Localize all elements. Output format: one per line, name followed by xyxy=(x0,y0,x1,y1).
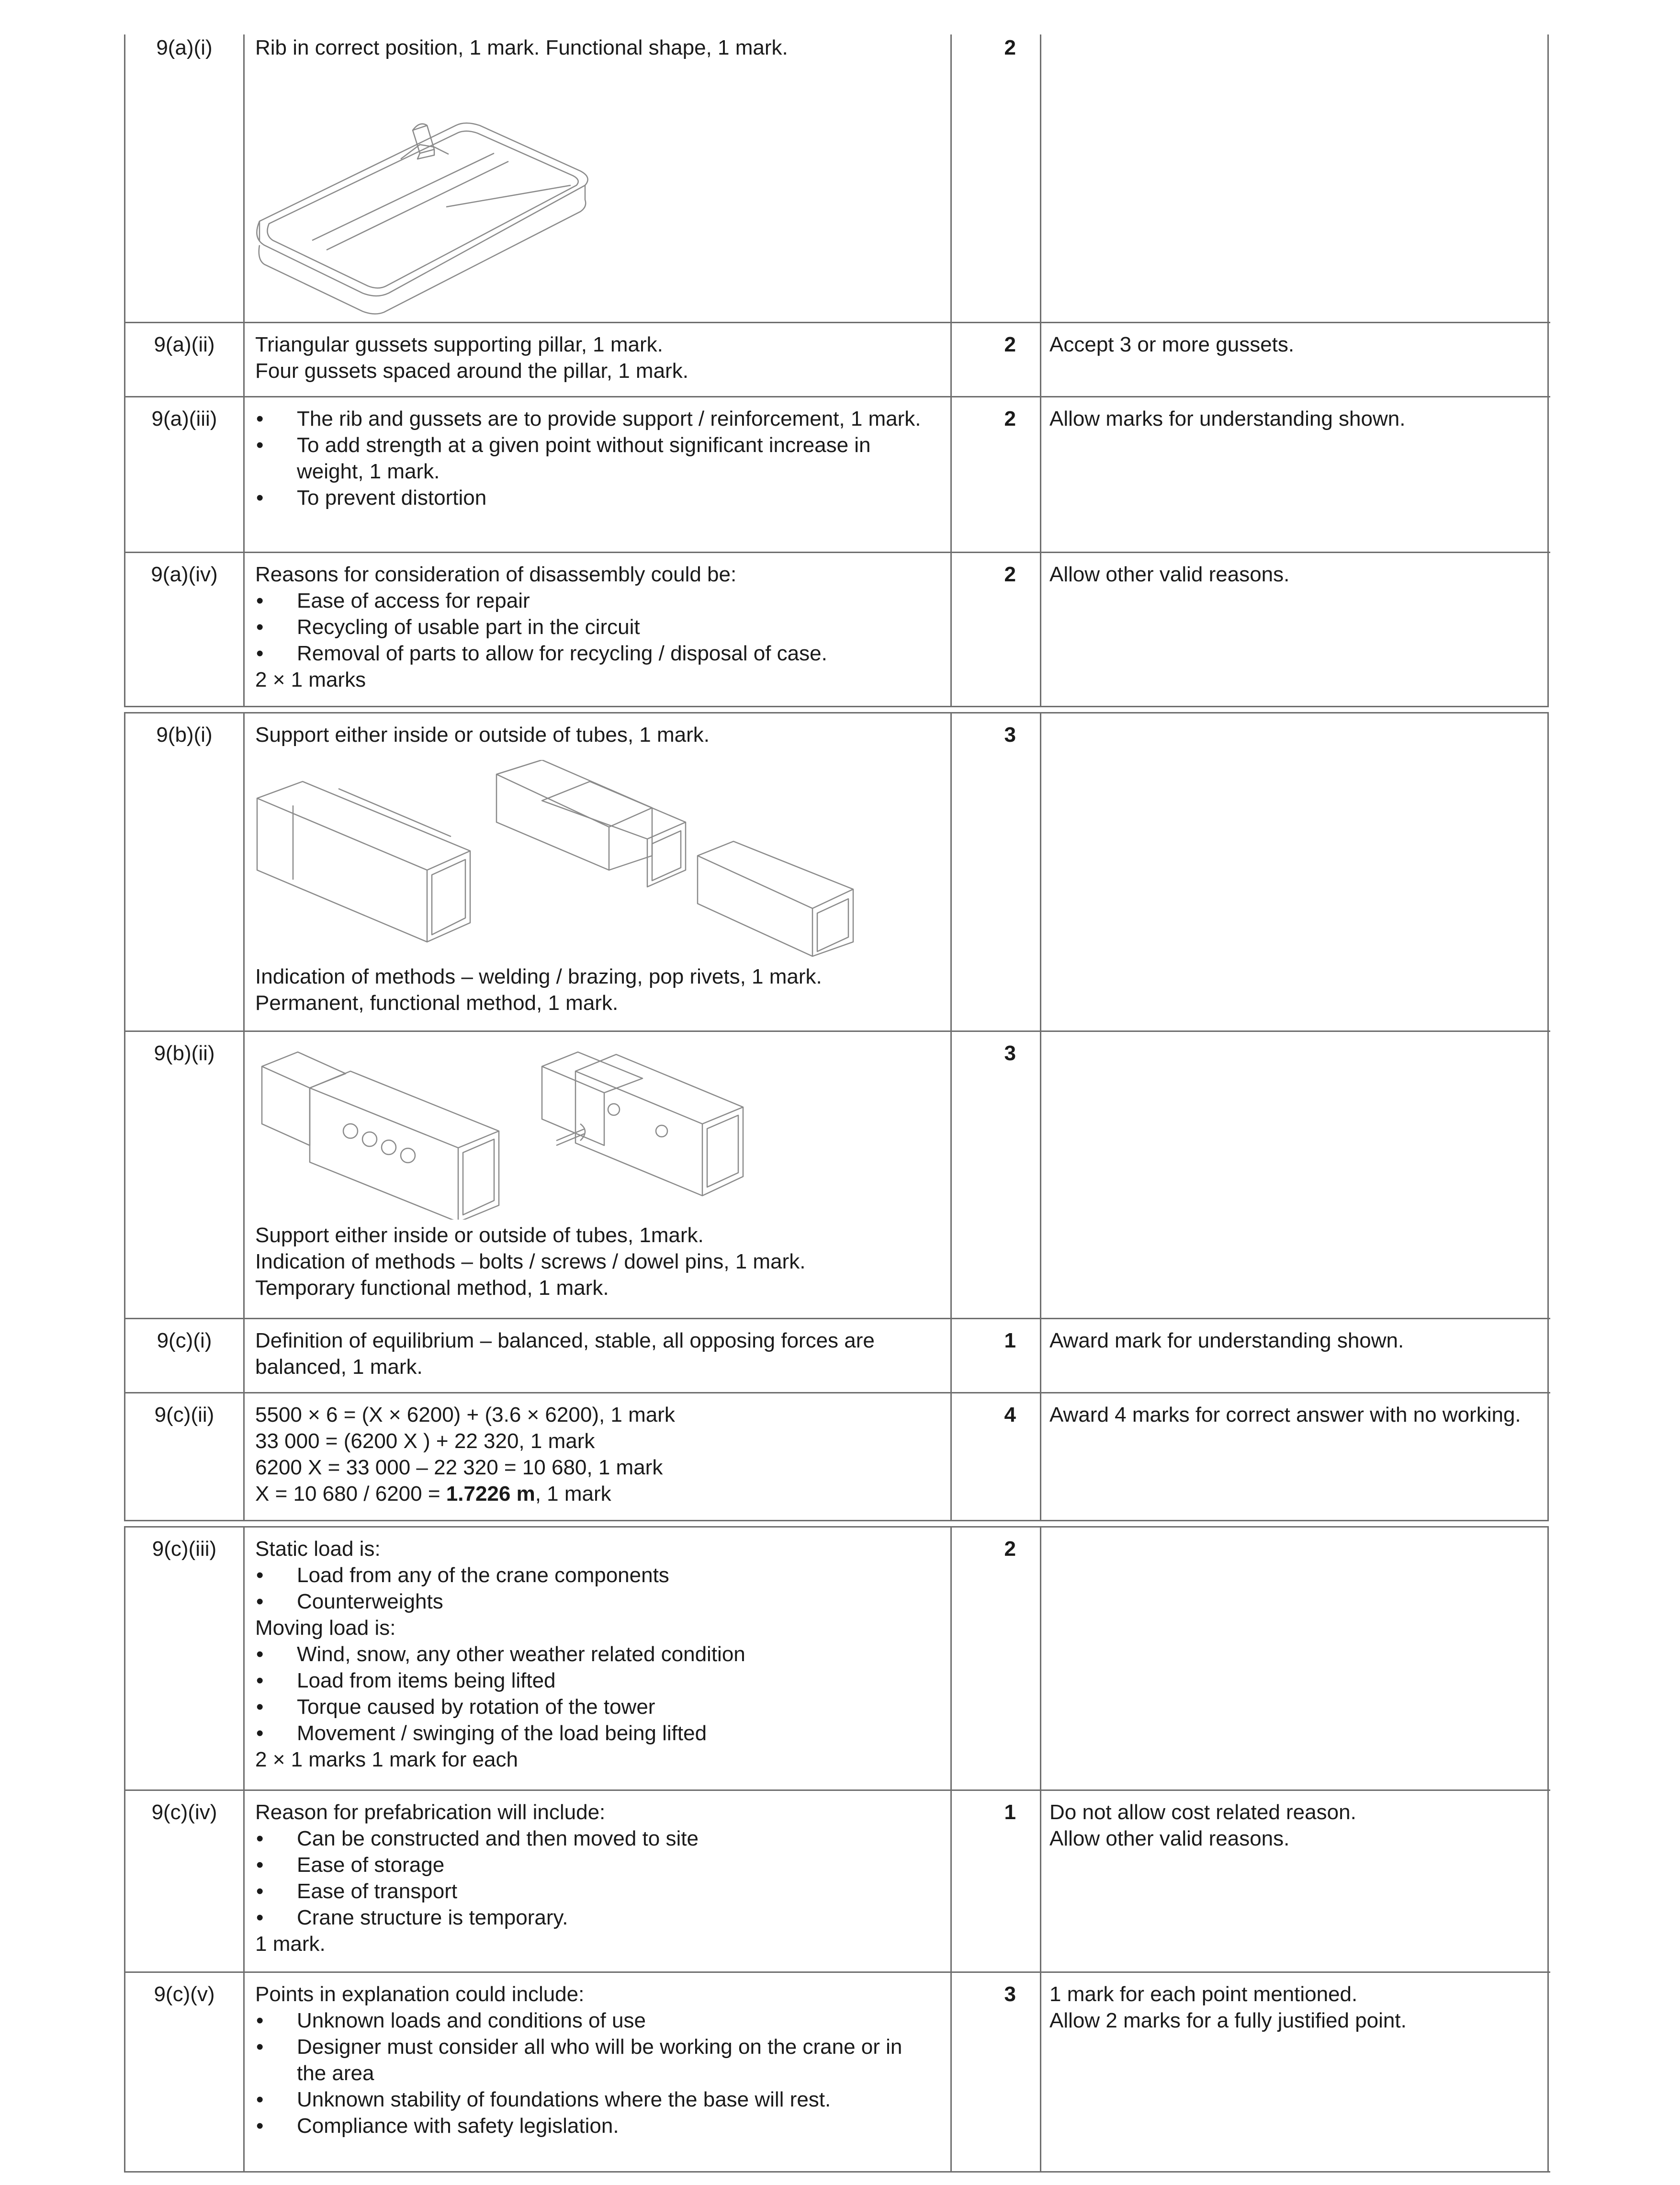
marks: 3 xyxy=(1004,723,1016,747)
question-number: 9(c)(i) xyxy=(157,1329,212,1352)
answer-text-method: Indication of methods – welding / brazing, pop rivets, 1 mark. Permanent, functional method, 1 mark. xyxy=(255,965,822,1015)
marks: 1 xyxy=(1004,1329,1016,1352)
list-item: • Torque caused by rotation of the tower xyxy=(255,1694,935,1720)
table-row xyxy=(124,1789,1549,1971)
table-row xyxy=(124,552,1549,707)
list-item: • Recycling of usable part in the circuit xyxy=(255,614,935,640)
answer-text: Reasons for consideration of disassembly could be: • Ease of access for repair • Recycling of usable part in the circuit • Removal of parts to allow for recycling / disposal of case. 2 × 1 marks xyxy=(255,561,935,693)
question-number: 9(a)(i) xyxy=(156,36,213,59)
table-row xyxy=(124,1318,1549,1392)
question-number: 9(a)(iii) xyxy=(151,407,217,430)
list-item: • Crane structure is temporary. xyxy=(255,1904,935,1931)
list-item: • Compliance with safety legislation. xyxy=(255,2113,935,2139)
answer-text: 5500 × 6 = (X × 6200) + (3.6 × 6200), 1 mark 33 000 = (6200 X ) + 22 320, 1 mark 6200 X = 33 000 – 22 320 = 10 680, 1 mark X = 10 680 / 6200 = 1.7226 m, 1 mark xyxy=(255,1403,675,1506)
answer-text: Support either inside or outside of tubes, 1mark. Indication of methods – bolts / screws / dowel pins, 1 mark. Temporary functional method, 1 mark. xyxy=(255,1223,806,1300)
answer-text: Support either inside or outside of tubes, 1 mark. xyxy=(255,723,710,747)
list-item: • Designer must consider all who will be working on the crane or in the area xyxy=(255,2034,935,2086)
marks: 4 xyxy=(1004,1403,1016,1426)
marks: 2 xyxy=(1004,36,1016,59)
question-number: 9(a)(ii) xyxy=(154,333,215,356)
question-number: 9(c)(iv) xyxy=(151,1800,217,1824)
answer-text xyxy=(255,406,935,511)
guidance-text: Allow marks for understanding shown. xyxy=(1049,407,1406,430)
marks: 2 xyxy=(1004,333,1016,356)
table-row xyxy=(124,34,1549,322)
table-row xyxy=(124,1030,1549,1318)
list-item: • Unknown loads and conditions of use xyxy=(255,2007,935,2034)
table-row xyxy=(124,1971,1549,2173)
list-item: • Removal of parts to allow for recycling / disposal of case. xyxy=(255,640,935,667)
guidance-text: Accept 3 or more gussets. xyxy=(1049,333,1295,356)
answer-text: Static load is: • Load from any of the crane components • Counterweights Moving load is: • Wind, snow, any other weather related condition • Load from items being lifted • Torque caused by rotation of the tower • Movement / swinging of the load being lifted 2 × 1 marks 1 mark for each xyxy=(255,1536,935,1773)
marks: 2 xyxy=(1004,563,1016,586)
question-number: 9(c)(ii) xyxy=(154,1403,214,1426)
table-row xyxy=(124,322,1549,396)
answer-text: Points in explanation could include: • Unknown loads and conditions of use • Designer must consider all who will be working on the crane or in the area • Unknown stability of foundations where the base will rest. • Compliance with safety legislation. xyxy=(255,1981,935,2139)
table-row xyxy=(124,396,1549,552)
table-row xyxy=(124,712,1549,1030)
tray-rib-drawing xyxy=(255,87,599,317)
table-row xyxy=(124,1392,1549,1521)
list-item: • Load from items being lifted xyxy=(255,1667,935,1694)
question-number: 9(a)(iv) xyxy=(151,563,218,586)
list-item: • Movement / swinging of the load being lifted xyxy=(255,1720,935,1746)
list-item: • Ease of transport xyxy=(255,1878,935,1904)
list-item: • Ease of storage xyxy=(255,1852,935,1878)
guidance-text: Allow other valid reasons. xyxy=(1049,563,1290,586)
marks: 2 xyxy=(1004,1537,1016,1561)
list-item: • Can be constructed and then moved to site xyxy=(255,1825,935,1852)
list-item: • Counterweights xyxy=(255,1588,935,1615)
answer-text: Definition of equilibrium – balanced, stable, all opposing forces are balanced, 1 mark. xyxy=(255,1329,875,1379)
joined-tubes-drawing xyxy=(255,760,877,961)
guidance-text: Award 4 marks for correct answer with no working. xyxy=(1049,1403,1521,1426)
list-item: • To prevent distortion xyxy=(255,485,935,511)
question-number: 9(c)(iii) xyxy=(152,1537,217,1561)
list-item: • Load from any of the crane components xyxy=(255,1562,935,1588)
marks: 3 xyxy=(1004,1982,1016,2006)
guidance-text: Do not allow cost related reason. Allow other valid reasons. xyxy=(1049,1800,1356,1850)
marks: 3 xyxy=(1004,1042,1016,1065)
answer-text: Reason for prefabrication will include: • Can be constructed and then moved to site • Ease of storage • Ease of transport • Crane structure is temporary. 1 mark. xyxy=(255,1799,935,1957)
question-number: 9(b)(ii) xyxy=(154,1042,215,1065)
mark-scheme-table xyxy=(124,34,1549,2137)
guidance-text: Award mark for understanding shown. xyxy=(1049,1329,1404,1352)
list-item: • To add strength at a given point without significant increase in weight, 1 mark. xyxy=(255,432,935,485)
list-item: • Unknown stability of foundations where the base will rest. xyxy=(255,2086,935,2113)
list-item: • Wind, snow, any other weather related condition xyxy=(255,1641,935,1667)
answer-text: Rib in correct position, 1 mark. Functional shape, 1 mark. xyxy=(255,36,788,59)
bolted-tubes-drawing xyxy=(259,1047,834,1220)
question-number: 9(c)(v) xyxy=(154,1982,215,2006)
answer-text: Triangular gussets supporting pillar, 1 mark. Four gussets spaced around the pillar, 1 mark. xyxy=(255,333,688,383)
guidance-text: 1 mark for each point mentioned. Allow 2 marks for a fully justified point. xyxy=(1049,1982,1407,2032)
marks: 1 xyxy=(1004,1800,1016,1824)
question-number: 9(b)(i) xyxy=(156,723,213,747)
marks: 2 xyxy=(1004,407,1016,430)
list-item: • The rib and gussets are to provide support / reinforcement, 1 mark. xyxy=(255,406,935,432)
list-item: • Ease of access for repair xyxy=(255,588,935,614)
table-row xyxy=(124,1526,1549,1789)
